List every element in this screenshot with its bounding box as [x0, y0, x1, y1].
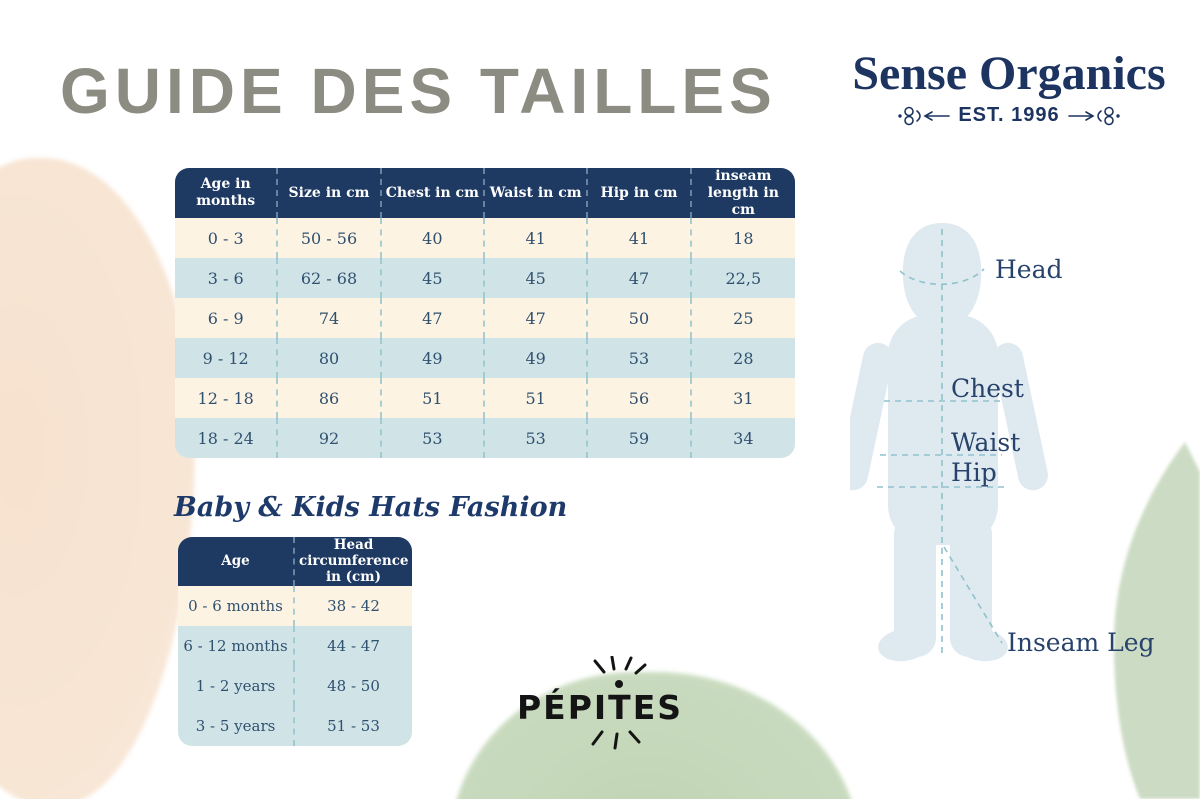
brand-name: Sense Organics — [852, 47, 1166, 100]
table-row — [175, 258, 795, 298]
sparkle-rays-bottom-icon — [586, 728, 650, 750]
cell: 41 — [485, 218, 588, 258]
page-title: GUIDE DES TAILLES — [60, 55, 777, 127]
cell: 1 - 2 years — [178, 666, 295, 706]
cell: 49 — [485, 338, 588, 378]
waist-measure-label: Waist — [951, 428, 1021, 457]
cell: 0 - 3 — [175, 218, 278, 258]
col-header-age: Age in months — [175, 168, 278, 218]
cell: 92 — [278, 418, 381, 458]
cell: 0 - 6 months — [178, 586, 295, 626]
table-header-row — [175, 168, 795, 218]
cell: 34 — [692, 418, 795, 458]
cell: 12 - 18 — [175, 378, 278, 418]
table-row — [175, 378, 795, 418]
cell: 6 - 12 months — [178, 626, 295, 666]
cell: 3 - 5 years — [178, 706, 295, 746]
cell: 40 — [382, 218, 485, 258]
cell: 80 — [278, 338, 381, 378]
col-header-inseam: inseam length in cm — [692, 168, 795, 218]
cell: 86 — [278, 378, 381, 418]
cell: 53 — [485, 418, 588, 458]
table-row — [178, 586, 412, 626]
flourish-left-icon — [897, 104, 951, 128]
chest-measure-label: Chest — [951, 374, 1024, 403]
cell: 45 — [485, 258, 588, 298]
cell: 28 — [692, 338, 795, 378]
cell: 25 — [692, 298, 795, 338]
hats-section-title: Baby & Kids Hats Fashion — [174, 492, 568, 523]
cell: 38 - 42 — [295, 586, 412, 626]
cell: 45 — [382, 258, 485, 298]
col-header-head-circumference: Head circumference in (cm) — [295, 537, 412, 586]
brand-logo — [846, 48, 1172, 128]
col-header-age: Age — [178, 537, 295, 586]
col-header-waist: Waist in cm — [485, 168, 588, 218]
inseam-measure-label: Inseam Leg — [1007, 628, 1155, 657]
cell: 9 - 12 — [175, 338, 278, 378]
col-header-hip: Hip in cm — [588, 168, 691, 218]
cell: 51 - 53 — [295, 706, 412, 746]
table-row — [175, 418, 795, 458]
pepites-text: PÉPITES — [516, 688, 683, 727]
cell: 56 — [588, 378, 691, 418]
cell: 50 — [588, 298, 691, 338]
main-size-table — [175, 168, 795, 458]
table-row — [178, 666, 412, 706]
brand-est-row — [846, 104, 1172, 128]
cell: 51 — [485, 378, 588, 418]
cell: 62 - 68 — [278, 258, 381, 298]
head-measure-label: Head — [995, 255, 1063, 284]
hip-measure-label: Hip — [951, 458, 997, 487]
cell: 41 — [588, 218, 691, 258]
brand-est-label: EST. 1996 — [958, 104, 1060, 127]
cell: 47 — [485, 298, 588, 338]
col-header-size: Size in cm — [278, 168, 381, 218]
peach-watercolor-blob — [0, 158, 195, 799]
cell: 59 — [588, 418, 691, 458]
cell: 53 — [588, 338, 691, 378]
cell: 47 — [588, 258, 691, 298]
cell: 3 - 6 — [175, 258, 278, 298]
table-row — [175, 338, 795, 378]
cell: 49 — [382, 338, 485, 378]
table-header-row — [178, 537, 412, 586]
cell: 47 — [382, 298, 485, 338]
flourish-right-icon — [1067, 104, 1121, 128]
cell: 50 - 56 — [278, 218, 381, 258]
cell: 53 — [382, 418, 485, 458]
cell: 22,5 — [692, 258, 795, 298]
table-row — [178, 706, 412, 746]
cell: 44 - 47 — [295, 626, 412, 666]
col-header-chest: Chest in cm — [382, 168, 485, 218]
cell: 18 - 24 — [175, 418, 278, 458]
hats-size-table — [178, 537, 412, 746]
cell: 6 - 9 — [175, 298, 278, 338]
table-row — [175, 218, 795, 258]
table-row — [175, 298, 795, 338]
cell: 74 — [278, 298, 381, 338]
cell: 48 - 50 — [295, 666, 412, 706]
cell: 31 — [692, 378, 795, 418]
table-row — [178, 626, 412, 666]
cell: 18 — [692, 218, 795, 258]
sparkle-rays-top-icon — [586, 656, 650, 690]
pepites-logo — [500, 656, 700, 750]
cell: 51 — [382, 378, 485, 418]
